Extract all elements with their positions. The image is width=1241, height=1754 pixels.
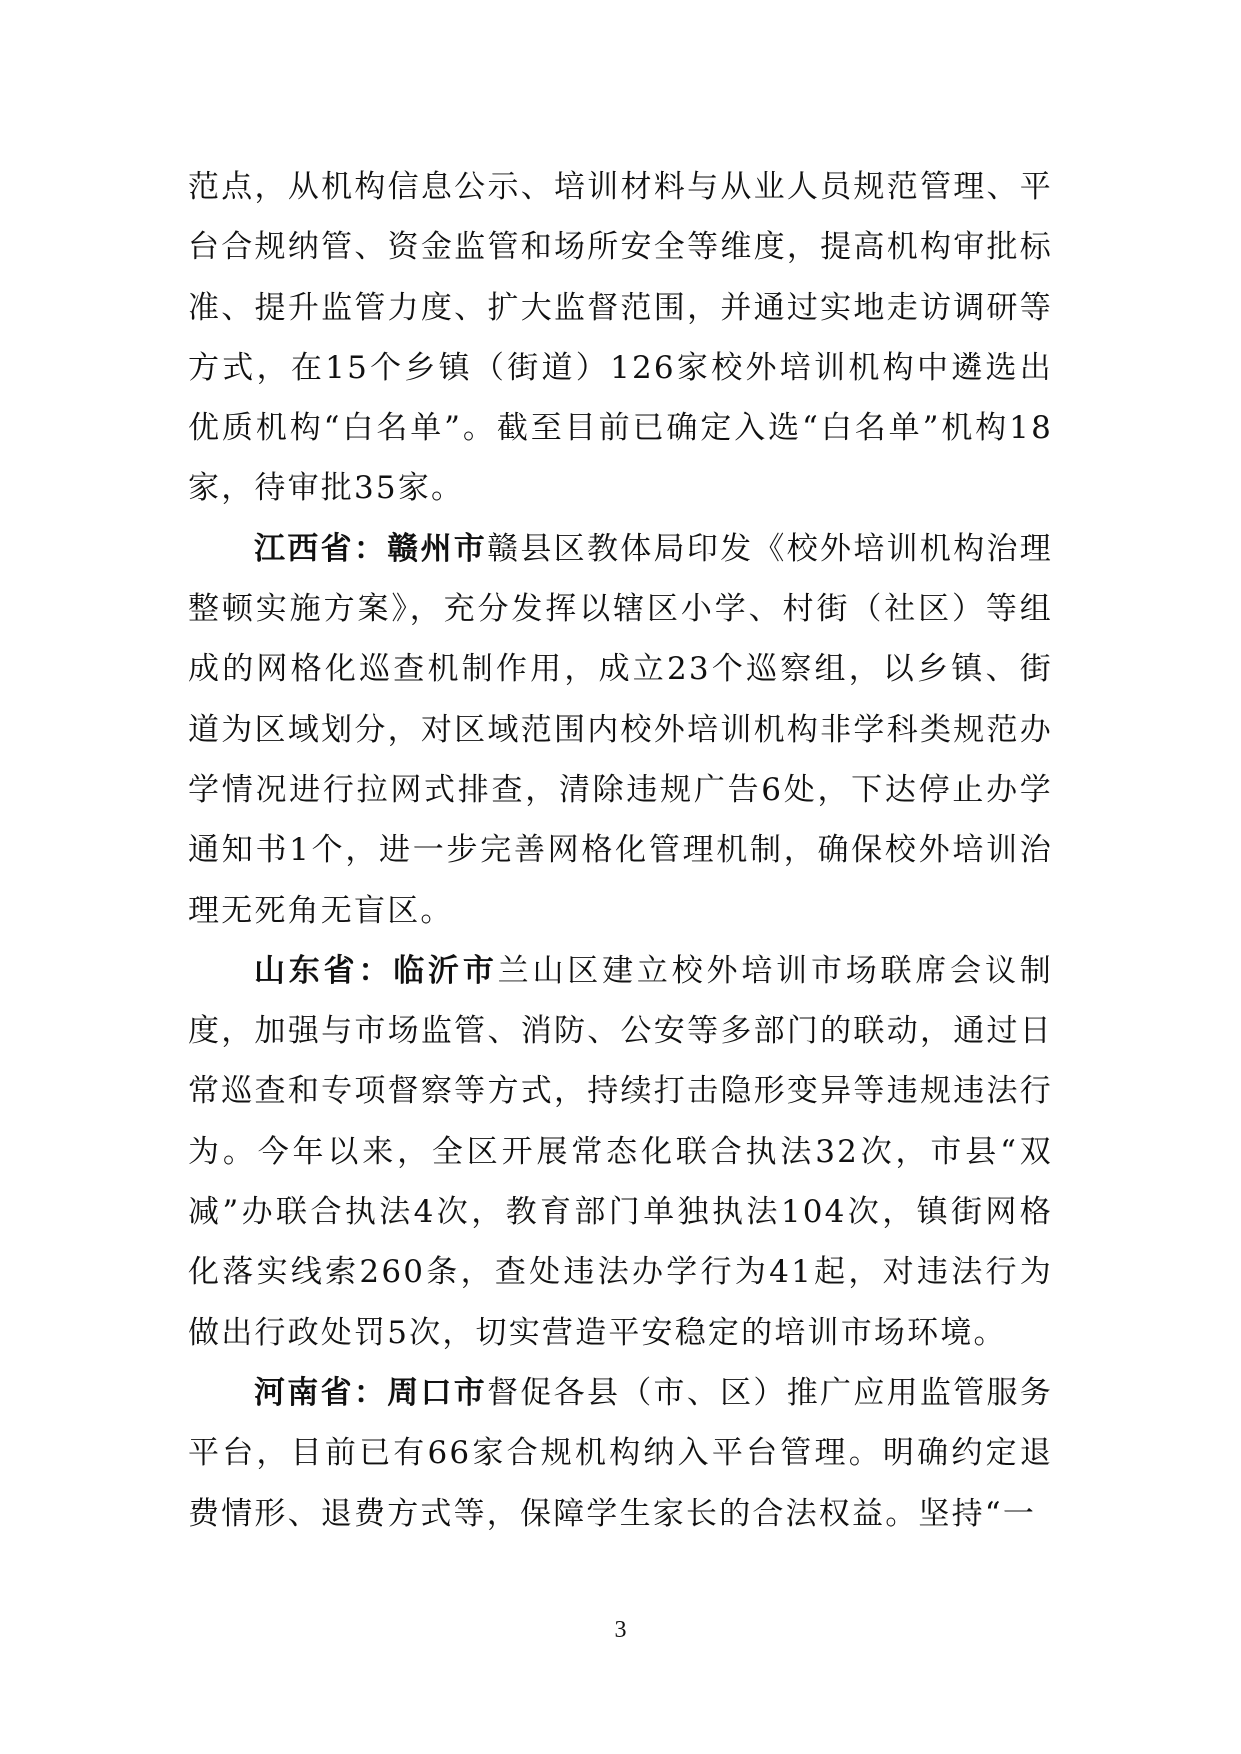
city-label: 赣州市: [387, 530, 488, 567]
paragraph-text: 范点，从机构信息公示、培训材料与从业人员规范管理、平台合规纳管、资金监管和场所安全等维度，提高机构审批标准、提升监管力度、扩大监督范围，并通过实地走访调研等方式，在15个乡镇（街道）126家校外培训机构中遴选出优质机构“白名单”。截至目前已确定入选“白名单”机构18家，待审批35家。: [188, 169, 1053, 507]
paragraph-text: 督促各县（市、区）推广应用监管服务平台，目前已有66家合规机构纳入平台管理。明确约定退费情形、退费方式等，保障学生家长的合法权益。坚持“一: [188, 1374, 1053, 1532]
paragraph-continuation: [188, 157, 1053, 519]
document-body: [188, 157, 1053, 1544]
city-label: 临沂市: [393, 952, 498, 989]
paragraph-jiangxi: [188, 519, 1053, 941]
province-label: 河南省：: [254, 1374, 388, 1411]
paragraph-text: 兰山区建立校外培训市场联席会议制度，加强与市场监管、消防、公安等多部门的联动，通过日常巡查和专项督察等方式，持续打击隐形变异等违规违法行为。今年以来，全区开展常态化联合执法32次，市县“双减”办联合执法4次，教育部门单独执法104次，镇街网格化落实线索260条，查处违法办学行为41起，对违法行为做出行政处罚5次，切实营造平安稳定的培训市场环境。: [188, 952, 1053, 1351]
city-label: 周口市: [387, 1374, 488, 1411]
paragraph-text: 赣县区教体局印发《校外培训机构治理整顿实施方案》，充分发挥以辖区小学、村街（社区）等组成的网格化巡查机制作用，成立23个巡察组，以乡镇、街道为区域划分，对区域范围内校外培训机构非学科类规范办学情况进行拉网式排查，清除违规广告6处，下达停止办学通知书1个，进一步完善网格化管理机制，确保校外培训治理无死角无盲区。: [188, 530, 1053, 929]
paragraph-shandong: [188, 941, 1053, 1363]
page-number: 3: [614, 1617, 627, 1643]
province-label: 山东省：: [254, 952, 394, 989]
province-label: 江西省：: [254, 530, 388, 567]
paragraph-henan: [188, 1363, 1053, 1544]
